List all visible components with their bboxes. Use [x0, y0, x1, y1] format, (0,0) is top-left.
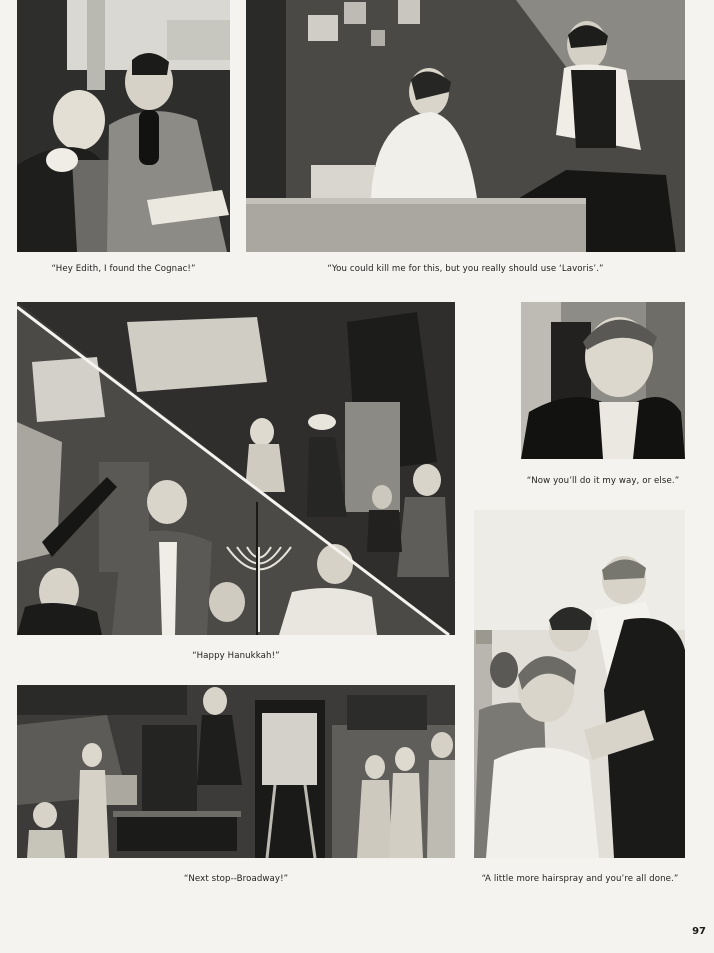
caption-hanukkah: “Happy Hanukkah!”: [192, 651, 280, 661]
photo-cognac: [17, 0, 230, 252]
page-number: 97: [692, 926, 706, 937]
caption-hairspray: “A little more hairspray and you’re all done.”: [481, 874, 679, 884]
caption-lavoris: “You could kill me for this, but you really should use ‘Lavoris’.”: [327, 264, 604, 274]
caption-cognac: “Hey Edith, I found the Cognac!”: [51, 264, 196, 274]
caption-my-way: “Now you’ll do it my way, or else.”: [526, 476, 680, 486]
photo-hairspray: [474, 510, 685, 858]
photo-lavoris: [246, 0, 685, 252]
caption-broadway: “Next stop--Broadway!”: [183, 874, 289, 884]
photo-my-way: [521, 302, 685, 459]
photo-hanukkah: [17, 302, 455, 635]
photo-broadway: [17, 685, 455, 858]
